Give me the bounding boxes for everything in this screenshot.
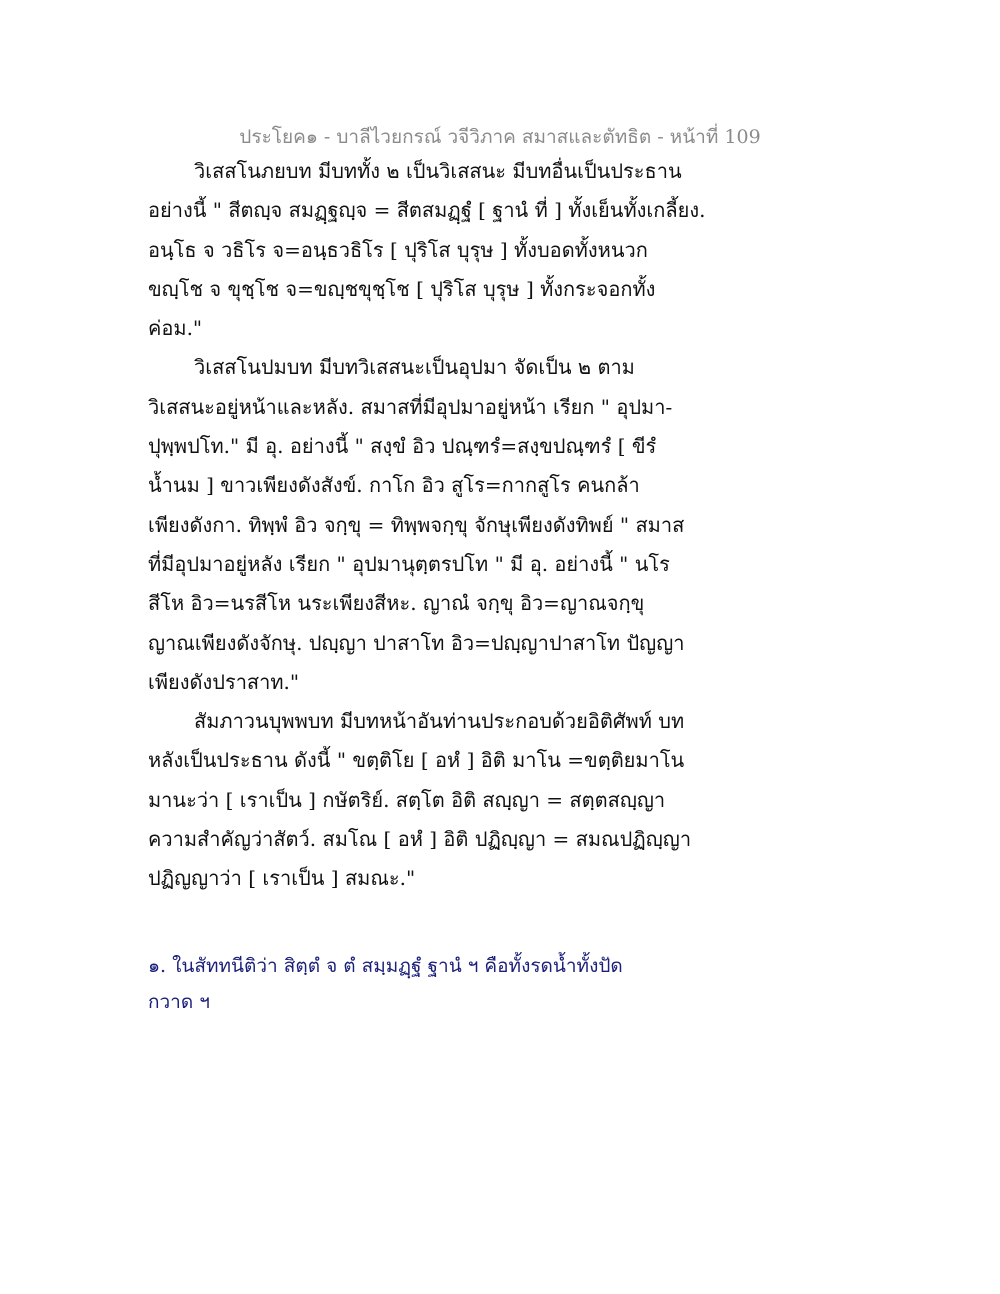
text-line: วิเสสโนภยบท มีบททั้ง ๒ เป็นวิเสสนะ มีบทอื่นเป็นประธาน (194, 159, 682, 183)
footnote-line: กวาด ฯ (148, 991, 210, 1013)
text-line: สีโห อิว=นรสีโห นระเพียงสีหะ. ญาณํ จกฺขุ อิว=ญาณจกฺขุ (148, 591, 645, 616)
text-line: ความสำคัญว่าสัตว์. สมโณ [ อหํ ] อิติ ปฏิญฺญา = สมณปฏิญฺญา (148, 827, 692, 852)
text-line: ญาณเพียงดังจักษุ. ปญฺญา ปาสาโท อิว=ปญฺญาปาสาโท ปัญญา (148, 630, 685, 655)
text-line: ขญฺโช จ ขุชฺโช จ=ขญฺชขุชฺโช [ ปุริโส บุรุษ ] ทั้งกระจอกทั้ง (148, 276, 656, 301)
text-line: ปุพฺพปโท." มี อุ. อย่างนี้ " สงฺขํ อิว ปณฺฑรํ=สงฺขปณฺฑรํ [ ขีรํ (148, 434, 657, 459)
text-line: หลังเป็นประธาน ดังนี้ " ขตฺติโย [ อหํ ] อิติ มาโน =ขตฺติยมาโน (148, 748, 685, 773)
text-line: น้ำนม ] ขาวเพียงดังสังข์. กาโก อิว สูโร=กากสูโร คนกล้า (148, 473, 640, 498)
text-line: อย่างนี้ " สีตญฺจ สมฏฺฐญฺจ = สีตสมฏฺฐํ [ ฐานํ ที่ ] ทั้งเย็นทั้งเกลี้ยง. (148, 198, 706, 223)
page-header: ประโยค๑ - บาลีไวยกรณ์ วจีวิภาค สมาสและตัทธิต - หน้าที่ 109 (239, 126, 761, 148)
text-line: อนฺโธ จ วธิโร จ=อนฺธวธิโร [ ปุริโส บุรุษ ] ทั้งบอดทั้งหนวก (148, 237, 648, 262)
text-line: มานะว่า [ เราเป็น ] กษัตริย์. สตฺโต อิติ สญฺญา = สตฺตสญฺญา (148, 787, 666, 812)
text-line: วิเสสโนปมบท มีบทวิเสสนะเป็นอุปมา จัดเป็น ๒ ตาม (194, 355, 635, 380)
footnote (148, 948, 868, 1020)
text-line: ที่มีอุปมาอยู่หลัง เรียก " อุปมานุตฺตรปโท " มี อุ. อย่างนี้ " นโร (148, 551, 670, 576)
footnote-line: ๑. ในสัททนีติว่า สิตฺตํ จ ตํ สมฺมฏฺฐํ ฐานํ ฯ คือทั้งรดน้ำทั้งปัด (148, 955, 623, 977)
text-line: เพียงดังกา. ทิพฺพํ อิว จกฺขุ = ทิพฺพจกฺขุ จักษุเพียงดังทิพย์ " สมาส (148, 512, 685, 537)
body-text (148, 152, 868, 899)
text-line: เพียงดังปราสาท." (148, 669, 300, 694)
text-line: วิเสสนะอยู่หน้าและหลัง. สมาสที่มีอุปมาอยู่หน้า เรียก " อุปมา- (148, 394, 673, 419)
text-line: ค่อม." (148, 316, 203, 341)
text-line: สัมภาวนบุพพบท มีบทหน้าอันท่านประกอบด้วยอิติศัพท์ บท (194, 709, 685, 734)
text-line: ปฏิญญาว่า [ เราเป็น ] สมณะ." (148, 866, 416, 891)
